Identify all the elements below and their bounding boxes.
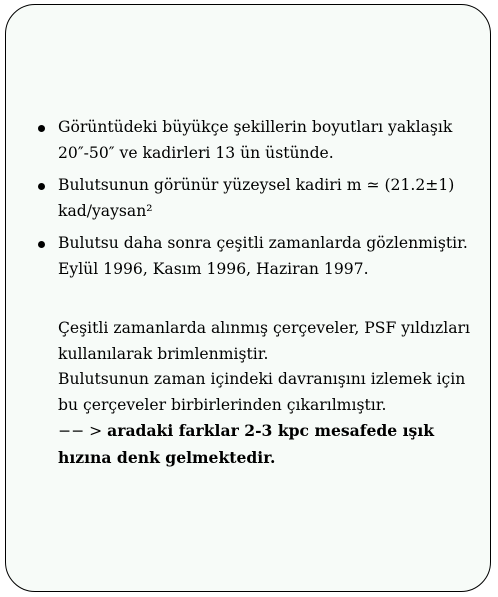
slide-frame: [5, 4, 491, 592]
conclusion-text-1: aradaki farklar 2-3 kpc mesafede ışık: [107, 421, 435, 440]
paragraph-line-2: kullanılarak brimlenmiştir.: [58, 344, 269, 363]
arrow-symbol: −− >: [58, 422, 103, 440]
paragraph-line-1: Çeşitli zamanlarda alınmış çerçeveler, PSF yıldızları: [58, 319, 470, 337]
bullet-list: [36, 115, 481, 289]
conclusion-line-1: [58, 418, 486, 445]
bullet-2-line-2: kad/yaysan²: [58, 201, 153, 220]
conclusion-line-2: hızına denk gelmektedir.: [58, 447, 276, 467]
bullet-item-1: [36, 115, 481, 166]
paragraph-line-4: bu çerçeveler birbirlerinden çıkarılmıştır.: [58, 395, 387, 414]
bullet-item-2: [36, 173, 481, 224]
bullet-icon: [38, 241, 45, 248]
bullet-item-3: [36, 231, 481, 282]
bullet-icon: [38, 183, 45, 190]
bullet-3-line-2: Eylül 1996, Kasım 1996, Haziran 1997.: [58, 259, 369, 278]
paragraph-line-3: Bulutsunun zaman içindeki davranışını izlemek için: [58, 370, 466, 388]
bullet-3-line-1: Bulutsu daha sonra çeşitli zamanlarda gözlenmiştir.: [58, 234, 468, 252]
body-paragraph: [58, 316, 486, 470]
bullet-1-line-2: 20″-50″ ve kadirleri 13 ün üstünde.: [58, 143, 334, 162]
bullet-1-line-1: Görüntüdeki büyükçe şekillerin boyutları yaklaşık: [58, 118, 453, 136]
bullet-icon: [38, 125, 45, 132]
bullet-2-line-1: Bulutsunun görünür yüzeysel kadiri m ≃ (21.2±1): [58, 176, 455, 194]
